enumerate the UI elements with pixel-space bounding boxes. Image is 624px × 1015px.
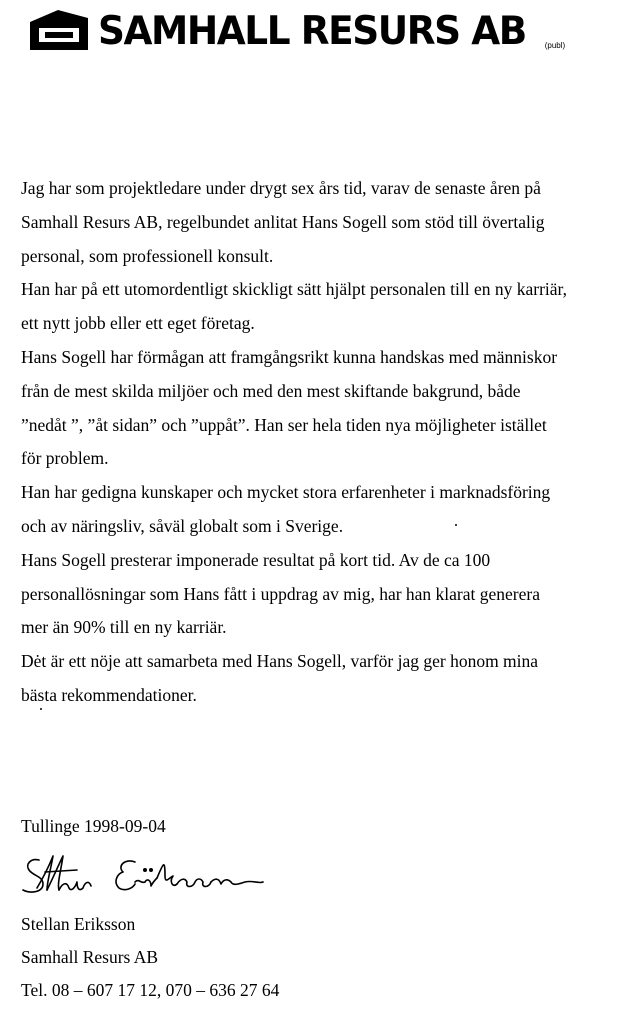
body-line: mer än 90% till en ny karriär. xyxy=(21,617,227,638)
body-line: för problem. xyxy=(21,448,109,469)
company-suffix: (publ) xyxy=(544,41,566,50)
body-line: och av näringsliv, såväl globalt som i Sverige. xyxy=(21,515,344,536)
letterhead xyxy=(28,8,565,52)
handwritten-signature xyxy=(17,848,267,910)
body-line: från de mest skilda miljöer och med den mest skiftande bakgrund, både xyxy=(21,380,521,401)
body-line: Han har på ett utomordentligt skickligt sätt hjälpt personalen till en ny karriär, xyxy=(21,279,568,300)
body-line: personal, som professionell konsult. xyxy=(21,245,274,266)
body-line: Hans Sogell har förmågan att framgångsrikt kunna handskas med människor xyxy=(21,346,558,367)
signer-name: Stellan Eriksson xyxy=(21,914,136,934)
body-line: Hans Sogell presterar imponerade resultat på kort tid. Av de ca 100 xyxy=(21,549,491,570)
signer-company: Samhall Resurs AB xyxy=(21,947,159,967)
scan-speck xyxy=(40,708,42,710)
body-line: ”nedåt ”, ”åt sidan” och ”uppåt”. Han ser hela tiden nya möjligheter istället xyxy=(21,414,547,435)
letter-body xyxy=(21,172,624,713)
body-line: Dėt är ett nöje att samarbeta med Hans Sogell, varför jag ger honom mina xyxy=(21,651,539,672)
place-date: Tullinge 1998-09-04 xyxy=(21,816,166,836)
body-line: ett nytt jobb eller ett eget företag. xyxy=(21,313,255,334)
body-line: Samhall Resurs AB, regelbundet anlitat Hans Sogell som stöd till övertalig xyxy=(21,211,545,232)
body-line: personallösningar som Hans fått i uppdrag av mig, har han klarat generera xyxy=(21,583,540,604)
signer-block xyxy=(21,908,279,1007)
scan-speck xyxy=(455,524,457,526)
company-name: SAMHALL RESURS AB xyxy=(98,9,526,54)
body-line: bästa rekommendationer. xyxy=(21,684,197,705)
body-line: Han har gedigna kunskaper och mycket stora erfarenheter i marknadsföring xyxy=(21,482,551,503)
signer-phone: Tel. 08 – 607 17 12, 070 – 636 27 64 xyxy=(21,980,280,1000)
body-line: Jag har som projektledare under drygt sex års tid, varav de senaste åren på xyxy=(21,178,541,198)
samhall-logo-icon xyxy=(28,8,90,52)
